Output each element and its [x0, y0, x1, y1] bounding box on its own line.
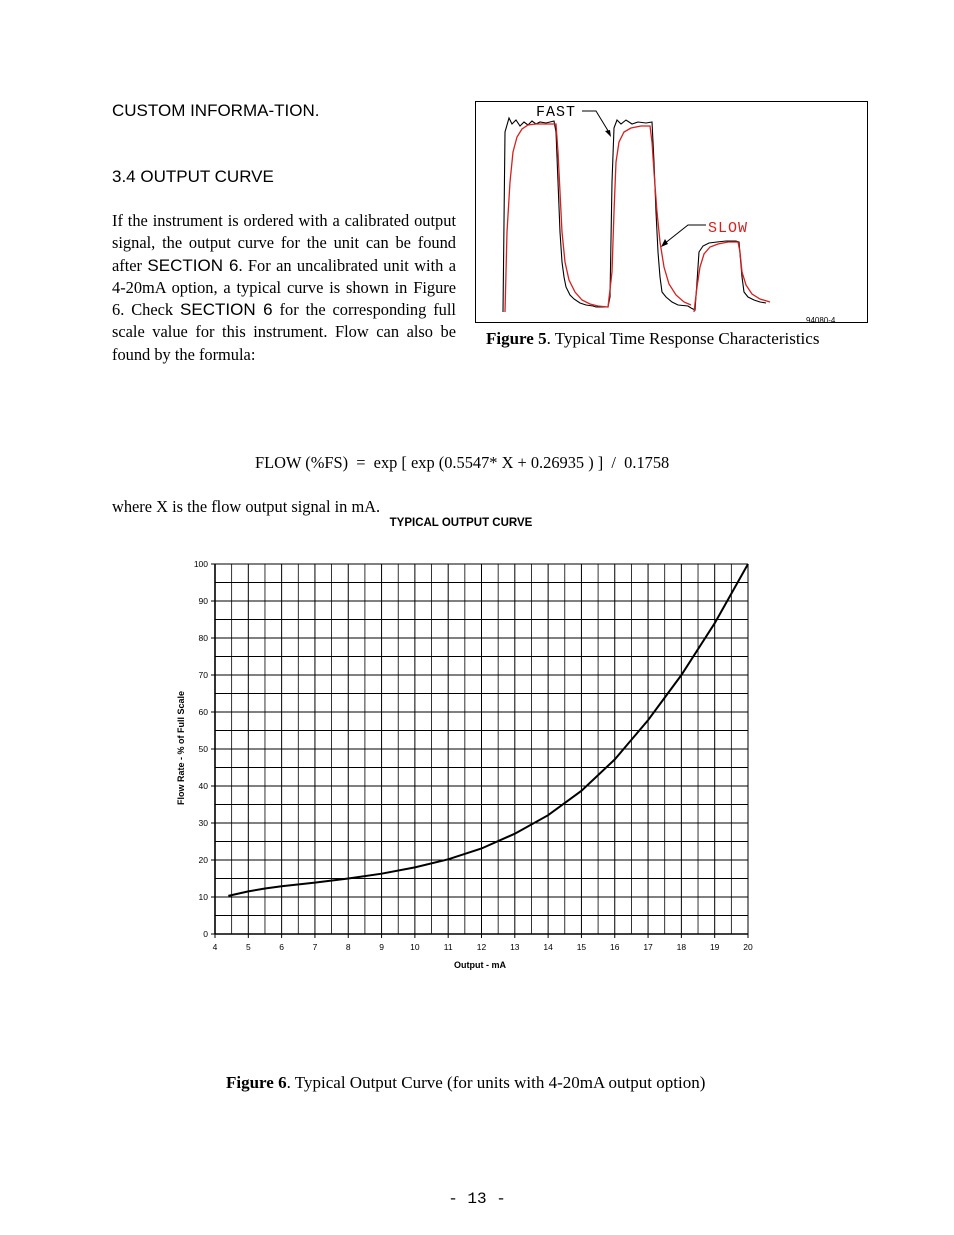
y-tick-label: 90 — [198, 596, 208, 606]
x-tick-label: 11 — [443, 942, 453, 952]
y-tick-label: 50 — [198, 744, 208, 754]
slow-arrowhead — [661, 239, 668, 247]
x-tick-label: 12 — [476, 942, 487, 952]
x-tick-label: 8 — [345, 942, 351, 952]
figure5-diagram — [475, 101, 868, 323]
figure6-caption-label: Figure 6 — [226, 1073, 287, 1092]
x-tick-label: 4 — [212, 942, 218, 952]
custom-information-text: CUSTOM INFORMA-TION. — [112, 101, 320, 120]
slow-trace-black — [691, 241, 766, 310]
chart-title: TYPICAL OUTPUT CURVE — [389, 517, 533, 529]
y-tick-label: 20 — [198, 855, 208, 865]
chart-grid — [211, 564, 748, 938]
y-tick-label: 0 — [203, 929, 208, 939]
x-tick-label: 10 — [410, 942, 420, 952]
y-tick-labels — [194, 559, 208, 939]
section-ref-1: SECTION 6 — [147, 255, 239, 275]
fast-arrowhead — [605, 130, 611, 137]
output-curve-chart — [170, 512, 770, 972]
para-part-1: If the instrument is ordered with a calibrated output signal, the output curve for the unit can be found after — [112, 211, 456, 275]
x-tick-label: 5 — [245, 942, 251, 952]
y-axis-label: Flow Rate - % of Full Scale — [176, 690, 186, 806]
x-tick-label: 9 — [379, 942, 384, 952]
x-tick-label: 15 — [576, 942, 587, 952]
figure5-caption-label: Figure 5 — [486, 329, 547, 348]
body-paragraph — [112, 210, 456, 366]
figure5-code: 94080-4 — [806, 316, 836, 322]
x-tick-label: 6 — [279, 942, 284, 952]
fast-arrow — [582, 111, 610, 134]
x-tick-label: 17 — [643, 942, 653, 952]
slow-label: SLOW — [708, 220, 749, 237]
x-tick-label: 18 — [676, 942, 687, 952]
x-tick-label: 20 — [743, 942, 753, 952]
y-tick-label: 80 — [198, 633, 208, 643]
section-heading: 3.4 OUTPUT CURVE — [112, 167, 274, 186]
para-part-3: for the corresponding full scale value for this instrument. Flow can also be found by the formula: — [112, 300, 456, 364]
y-tick-label: 60 — [198, 707, 208, 717]
x-tick-label: 16 — [610, 942, 620, 952]
figure5-caption — [486, 329, 819, 349]
fast-label: FAST — [536, 104, 577, 121]
slow-arrow — [664, 225, 706, 244]
x-axis-label: Output - mA — [454, 960, 506, 970]
y-tick-label: 70 — [198, 670, 208, 680]
output-curve-line — [228, 564, 748, 896]
x-tick-labels — [213, 942, 753, 952]
fast-trace-red — [505, 124, 691, 312]
figure6-caption-text: . Typical Output Curve (for units with 4-20mA output option) — [286, 1073, 706, 1092]
formula-explanation: where X is the flow output signal in mA. — [112, 497, 381, 516]
x-tick-label: 7 — [312, 942, 318, 952]
x-tick-label: 19 — [709, 942, 720, 952]
figure5-caption-text: . Typical Time Response Characteristics — [546, 329, 820, 348]
x-tick-label: 14 — [543, 942, 553, 952]
time-response-plot — [476, 102, 867, 322]
page-number: - 13 - — [448, 1190, 506, 1208]
para-part-2: . For an uncalibrated unit with a 4-20mA option, a typical curve is shown in Figure 6. Check — [112, 255, 456, 320]
y-tick-label: 40 — [198, 781, 208, 791]
fast-trace-black — [503, 118, 691, 312]
y-tick-label: 30 — [198, 818, 208, 828]
y-tick-label: 100 — [193, 559, 208, 569]
section-ref-2: SECTION 6 — [180, 300, 273, 320]
x-tick-label: 13 — [510, 942, 520, 952]
figure6-caption — [226, 1073, 705, 1093]
flow-formula: FLOW (%FS) = exp [ exp (0.5547* X + 0.26935 ) ] / 0.1758 — [255, 453, 670, 472]
y-tick-label: 10 — [198, 892, 208, 902]
